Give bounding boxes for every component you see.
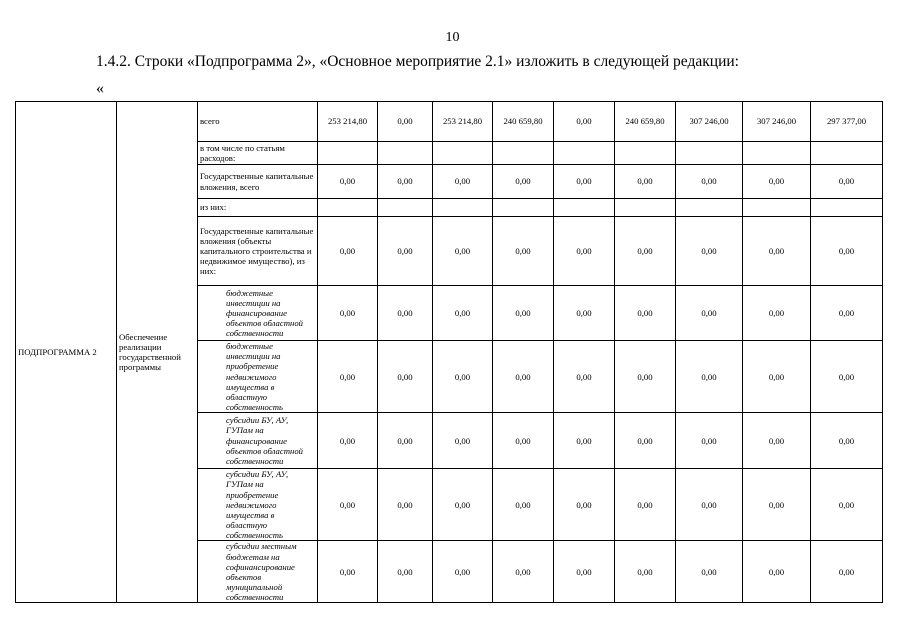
value-cell: 0,00 — [676, 217, 743, 286]
value-cell: 0,00 — [493, 217, 554, 286]
value-cell: 253 214,80 — [433, 102, 493, 142]
value-cell: 0,00 — [743, 541, 811, 603]
value-cell: 0,00 — [378, 102, 433, 142]
value-cell — [378, 199, 433, 217]
value-cell: 0,00 — [554, 541, 615, 603]
open-quote: « — [96, 80, 104, 97]
value-cell: 297 377,00 — [811, 102, 883, 142]
value-cell: 0,00 — [493, 286, 554, 341]
expense-label: Государственные капитальные вложения, всего — [198, 165, 318, 199]
value-cell: 0,00 — [433, 165, 493, 199]
value-cell — [493, 142, 554, 165]
value-cell: 0,00 — [554, 413, 615, 469]
value-cell — [615, 142, 676, 165]
value-cell: 0,00 — [493, 341, 554, 413]
value-cell: 0,00 — [811, 541, 883, 603]
value-cell: 0,00 — [318, 413, 378, 469]
value-cell: 0,00 — [318, 469, 378, 541]
value-cell: 0,00 — [676, 469, 743, 541]
value-cell: 0,00 — [676, 541, 743, 603]
value-cell — [811, 199, 883, 217]
value-cell: 0,00 — [378, 469, 433, 541]
value-cell: 0,00 — [433, 541, 493, 603]
value-cell: 0,00 — [378, 541, 433, 603]
expense-label — [198, 469, 318, 541]
value-cell: 0,00 — [743, 413, 811, 469]
value-cell: 0,00 — [378, 217, 433, 286]
value-cell: 0,00 — [676, 341, 743, 413]
table-row — [16, 102, 883, 142]
value-cell: 0,00 — [615, 469, 676, 541]
value-cell — [615, 199, 676, 217]
value-cell: 0,00 — [554, 165, 615, 199]
value-cell: 240 659,80 — [615, 102, 676, 142]
value-cell: 0,00 — [743, 286, 811, 341]
section-heading: 1.4.2. Строки «Подпрограмма 2», «Основное мероприятие 2.1» изложить в следующей редакции: — [96, 53, 739, 70]
value-cell: 0,00 — [318, 286, 378, 341]
value-cell — [318, 142, 378, 165]
value-cell: 0,00 — [554, 469, 615, 541]
value-cell: 0,00 — [811, 217, 883, 286]
value-cell: 0,00 — [318, 541, 378, 603]
value-cell: 0,00 — [493, 413, 554, 469]
budget-table — [15, 101, 883, 603]
value-cell: 253 214,80 — [318, 102, 378, 142]
expense-label — [198, 413, 318, 469]
program-cell: ПОДПРОГРАММА 2 — [16, 102, 117, 603]
expense-label: в том числе по статьям расходов: — [198, 142, 318, 165]
value-cell — [433, 142, 493, 165]
value-cell: 0,00 — [811, 286, 883, 341]
value-cell: 0,00 — [318, 165, 378, 199]
value-cell: 0,00 — [433, 469, 493, 541]
value-cell — [811, 142, 883, 165]
value-cell: 0,00 — [378, 413, 433, 469]
value-cell: 0,00 — [318, 341, 378, 413]
value-cell — [554, 199, 615, 217]
expense-label — [198, 286, 318, 341]
value-cell: 0,00 — [811, 341, 883, 413]
value-cell: 240 659,80 — [493, 102, 554, 142]
value-cell: 0,00 — [493, 165, 554, 199]
value-cell — [743, 142, 811, 165]
value-cell: 0,00 — [433, 286, 493, 341]
expense-label: из них: — [198, 199, 318, 217]
value-cell: 0,00 — [378, 341, 433, 413]
value-cell: 307 246,00 — [676, 102, 743, 142]
value-cell — [676, 199, 743, 217]
value-cell: 0,00 — [743, 165, 811, 199]
expense-label-text: субсидии БУ, АУ, ГУПам на приобретение недвижимого имущества в областную собственность — [226, 469, 289, 541]
value-cell: 307 246,00 — [743, 102, 811, 142]
value-cell: 0,00 — [743, 341, 811, 413]
expense-label-text: бюджетные инвестиции на финансирование объектов областной собственности — [226, 287, 304, 339]
expense-label — [198, 341, 318, 413]
value-cell: 0,00 — [433, 341, 493, 413]
value-cell — [676, 142, 743, 165]
expense-label: всего — [198, 102, 318, 142]
value-cell — [554, 142, 615, 165]
value-cell: 0,00 — [811, 413, 883, 469]
value-cell — [493, 199, 554, 217]
value-cell: 0,00 — [676, 413, 743, 469]
expense-label — [198, 541, 318, 603]
value-cell: 0,00 — [554, 341, 615, 413]
value-cell: 0,00 — [433, 217, 493, 286]
value-cell: 0,00 — [615, 341, 676, 413]
value-cell: 0,00 — [676, 165, 743, 199]
value-cell: 0,00 — [676, 286, 743, 341]
value-cell: 0,00 — [378, 165, 433, 199]
value-cell: 0,00 — [615, 286, 676, 341]
value-cell: 0,00 — [378, 286, 433, 341]
value-cell: 0,00 — [554, 102, 615, 142]
value-cell: 0,00 — [554, 286, 615, 341]
value-cell: 0,00 — [811, 165, 883, 199]
value-cell — [433, 199, 493, 217]
value-cell: 0,00 — [615, 413, 676, 469]
goal-cell: Обеспечение реализации государственной программы — [117, 102, 198, 603]
value-cell — [743, 199, 811, 217]
value-cell — [318, 199, 378, 217]
value-cell: 0,00 — [554, 217, 615, 286]
value-cell: 0,00 — [493, 541, 554, 603]
value-cell: 0,00 — [743, 469, 811, 541]
value-cell: 0,00 — [615, 541, 676, 603]
expense-label-text: субсидии БУ, АУ, ГУПам на финансирование объектов областной собственности — [226, 415, 304, 466]
value-cell: 0,00 — [743, 217, 811, 286]
value-cell: 0,00 — [615, 217, 676, 286]
expense-label-text: субсидии местным бюджетам на софинансирование объектов муниципальной собственности — [226, 541, 297, 603]
expense-label: Государственные капитальные вложения (объекты капитального строительства и недвижимое имущество), из них: — [198, 217, 318, 286]
page-number: 10 — [445, 30, 460, 45]
value-cell: 0,00 — [493, 469, 554, 541]
value-cell: 0,00 — [433, 413, 493, 469]
value-cell: 0,00 — [811, 469, 883, 541]
value-cell: 0,00 — [318, 217, 378, 286]
value-cell — [378, 142, 433, 165]
value-cell: 0,00 — [615, 165, 676, 199]
expense-label-text: бюджетные инвестиции на приобретение недвижимого имущества в областную собственность — [226, 341, 283, 413]
